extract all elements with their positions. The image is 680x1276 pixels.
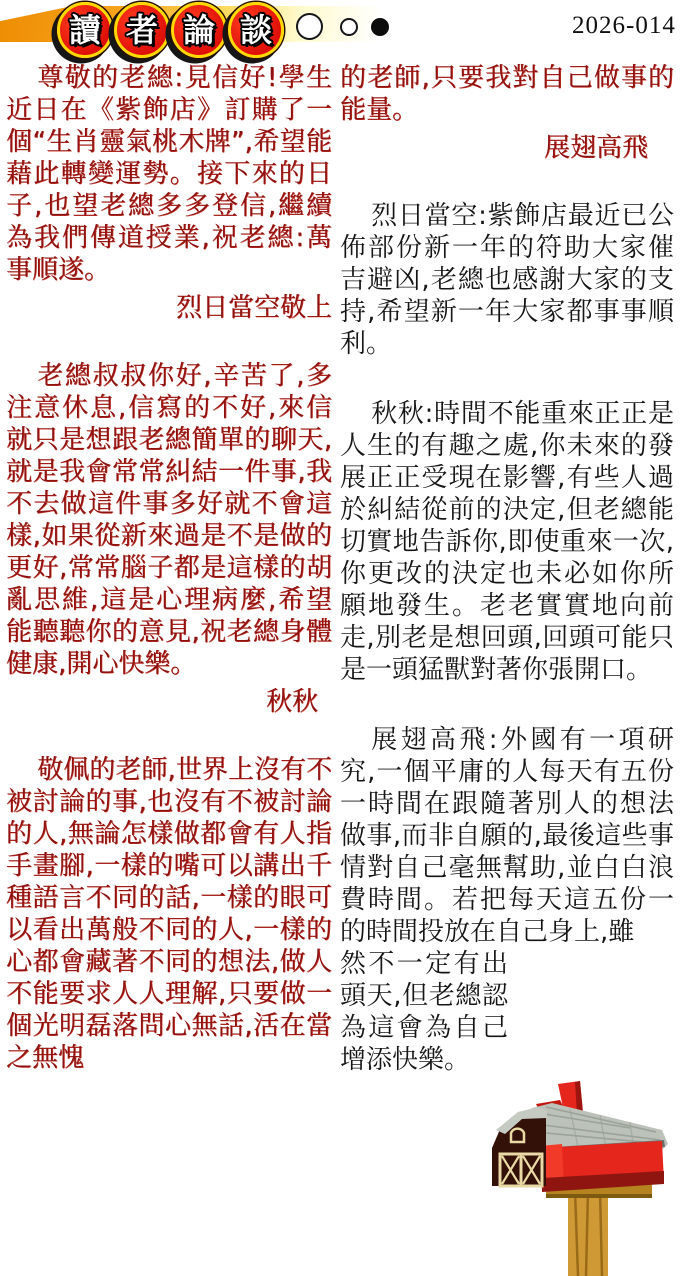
decorative-circle-large-icon bbox=[296, 13, 323, 40]
letter-2-signature: 秋秋 bbox=[265, 687, 318, 717]
logo-circle-3 bbox=[171, 2, 227, 58]
mailbox-illustration bbox=[480, 1078, 680, 1276]
editor-reply-3-narrow: 然不一定有出頭天,但老總認為這會為自己增添快樂。 bbox=[340, 949, 508, 1075]
letter-1-signature: 烈日當空敬上 bbox=[175, 293, 332, 323]
letter-3-body-continued: 的老師,只要我對自己做事的能量。 bbox=[340, 63, 674, 125]
mailbox-body bbox=[540, 1141, 664, 1192]
decorative-circle-small-icon bbox=[340, 18, 358, 36]
right-column bbox=[340, 62, 674, 1076]
mailbox-barn-front bbox=[492, 1107, 547, 1186]
logo-circle-1 bbox=[57, 2, 113, 58]
editor-reply-3-wide: 展翅高飛:外國有一項研究,一個平庸的人每天有五份一時間在跟隨著別人的想法做事,而非自願的,最後這些事情對自己毫無幫助,並白白浪費時間。若把每天這五份一的時間投放在自己身上,雖 bbox=[340, 725, 674, 947]
left-column bbox=[6, 62, 332, 1074]
issue-number: 2026-014 bbox=[572, 12, 676, 39]
decorative-circle-filled-icon bbox=[371, 18, 389, 36]
letter-3-signature: 展翅高飛 bbox=[543, 133, 648, 163]
letter-2-body: 老總叔叔你好,辛苦了,多注意休息,信寫的不好,來信就只是想跟老總簡單的聊天,就是我會常常糾結一件事,我不去做這件事多好就不會這樣,如果從新來過是不是做的更好,常常腦子都是這樣的胡亂思維,這是心理病麼,希望能聽聽你的意見,祝老總身體健康,開心快樂。 bbox=[6, 361, 332, 679]
logo-char: 論 bbox=[182, 11, 215, 49]
letter-3-body: 敬佩的老師,世界上沒有不被討論的事,也沒有不被討論的人,無論怎樣做都會有人指手畫腳,一樣的嘴可以講出千種語言不同的話,一樣的眼可以看出萬般不同的人,一樣的心都會藏著不同的想法,做人不能要求人人理解,只要做一個光明磊落問心無話,活在當之無愧 bbox=[6, 755, 332, 1073]
logo-circle-4 bbox=[228, 2, 284, 58]
logo-circle-2 bbox=[114, 2, 170, 58]
editor-reply-2: 秋秋:時間不能重來正正是人生的有趣之處,你未來的發展正正受現在影響,有些人過於糾結從前的決定,但老總能切實地告訴你,即使重來一次,你更改的決定也未必如你所願地發生。老老實實地向前走,別老是想回頭,回頭可能只是一頭猛獸對著你張開口。 bbox=[340, 399, 674, 685]
logo-char: 讀 bbox=[68, 11, 101, 49]
letter-1-body: 尊敬的老總:見信好!學生近日在《紫飾店》訂購了一個“生肖靈氣桃木牌”,希望能藉此轉變運勢。接下來的日子,也望老總多多登信,繼續為我們傳道授業,祝老總:萬事順遂。 bbox=[6, 63, 332, 285]
logo-char: 談 bbox=[239, 11, 272, 49]
logo-char: 者 bbox=[125, 11, 158, 49]
editor-reply-1: 烈日當空:紫飾店最近已公佈部份新一年的符助大家催吉避凶,老總也感謝大家的支持,希望新一年大家都事事順利。 bbox=[340, 201, 674, 359]
